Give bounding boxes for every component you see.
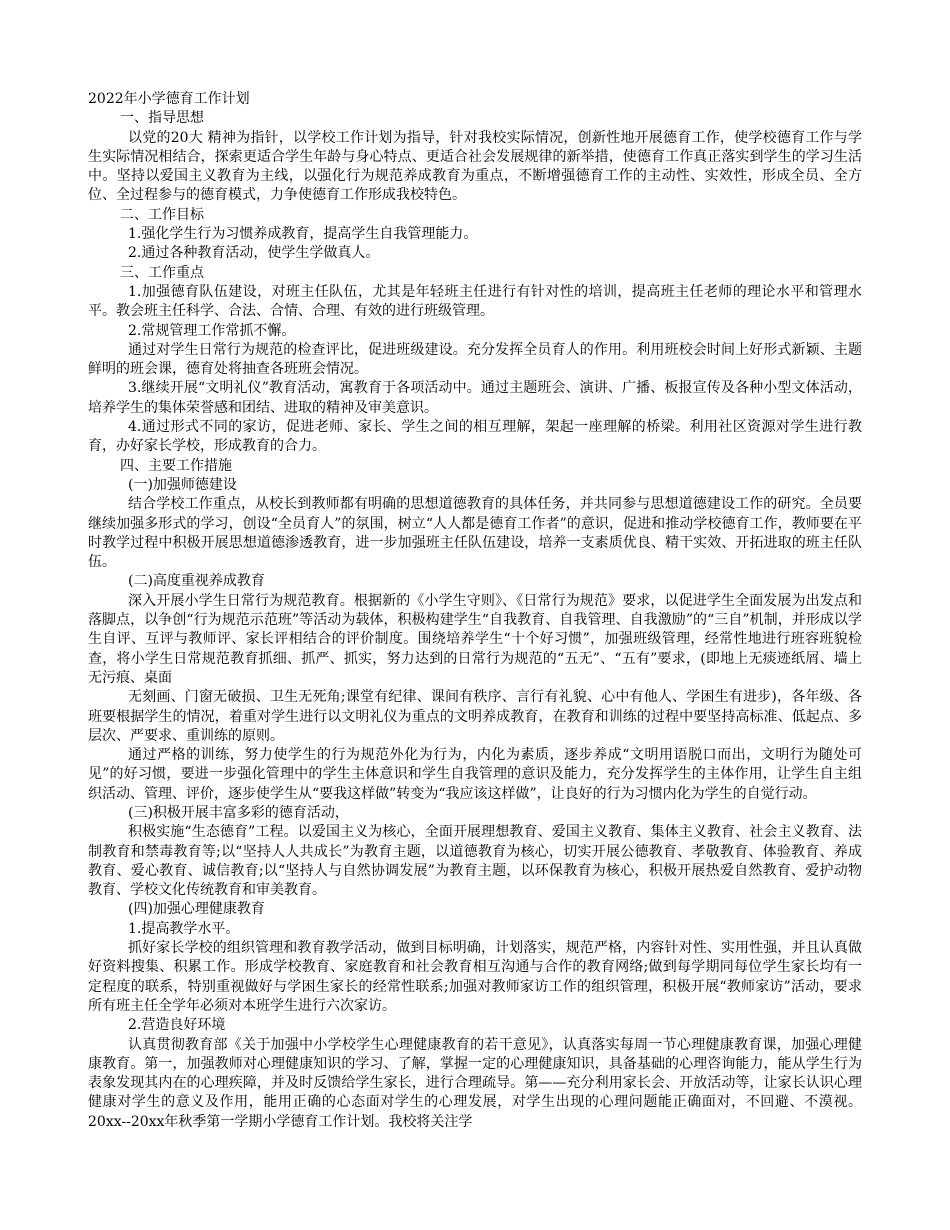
document-body: [88, 109, 862, 1132]
body-paragraph: 2.常规管理工作常抓不懈。: [128, 322, 296, 339]
document-title: 2022年小学德育工作计划: [88, 91, 250, 107]
section-heading: (三)积极开展丰富多彩的德育活动，: [128, 804, 349, 821]
body-paragraph: 3.继续开展“文明礼仪”教育活动，寓教育于各项活动中。通过主题班会、演讲、广播、板报宣传及各种小型文体活动，培养学生的集体荣誉感和团结、进取的精神及审美意识。: [88, 380, 862, 416]
body-paragraph: 4.通过形式不同的家访，促进老师、家长、学生之间的相互理解，架起一座理解的桥梁。利用社区资源对学生进行教育，办好家长学校，形成教育的合力。: [88, 419, 862, 455]
section-heading: (四)加强心理健康教育: [128, 901, 265, 918]
body-paragraph: 结合学校工作重点，从校长到教师都有明确的思想道德教育的具体任务，并共同参与思想道德建设工作的研究。全员要继续加强多形式的学习，创设“全员育人”的氛围，树立“人人都是德育工作者”的意识，促进和推动学校德育工作，教师要在平时教学过程中积极开展思想道德渗透教育，进一步加强班主任队伍建设，培养一支素质优良、精干实效、开拓进取的班主任队伍。: [88, 496, 862, 571]
body-paragraph: 1.强化学生行为习惯养成教育，提高学生自我管理能力。: [128, 226, 478, 243]
section-heading: 一、指导思想: [120, 110, 204, 127]
body-paragraph: 积极实施“生态德育”工程。以爱国主义为核心，全面开展理想教育、爱国主义教育、集体主义教育、社会主义教育、法制教育和禁毒教育等;以“坚持人人共成长”为教育主题，以道德教育为核心，切实开展公德教育、孝敬教育、体验教育、养成教育、爱心教育、诚信教育;以“坚持人与自然协调发展”为教育主题，以环保教育为核心，积极开展热爱自然教育、爱护动物教育、学校文化传统教育和审美教育。: [88, 824, 862, 899]
section-heading: 三、工作重点: [120, 264, 204, 281]
body-paragraph: 通过对学生日常行为规范的检查评比，促进班级建设。充分发挥全员育人的作用。利用班校会时间上好形式新颖、主题鲜明的班会课，德育处将抽查各班班会情况。: [88, 341, 862, 378]
body-paragraph: 无刻画、门窗无破损、卫生无死角;课堂有纪律、课间有秩序、言行有礼貌、心中有他人、学困生有进步)，各年级、各班要根据学生的情况，着重对学生进行以文明礼仪为重点的文明养成教育，在教育和训练的过程中要坚持高标准、低起点、多层次、严要求、重训练的原则。: [88, 689, 862, 744]
section-heading: 四、主要工作措施: [120, 457, 232, 474]
section-heading: (一)加强师德建设: [128, 476, 237, 493]
body-paragraph: 抓好家长学校的组织管理和教育教学活动，做到目标明确，计划落实，规范严格，内容针对性、实用性强，并且认真做好资料搜集、积累工作。形成学校教育、家庭教育和社会教育相互沟通与合作的教育网络;做到每学期同每位学生家长均有一定程度的联系，特别重视做好与学困生家长的经常性联系;加强对教师家访工作的组织管理，积极开展“教师家访”活动，要求所有班主任全学年必须对本班学生进行六次家访。: [88, 940, 862, 1014]
body-paragraph: 深入开展小学生日常行为规范教育。根据新的《小学生守则》、《日常行为规范》要求，以促进学生全面发展为出发点和落脚点，以争创“行为规范示范班”等活动为载体，积极构建学生“自我教育、自我管理、自我激励”的“三自”机制，并形成以学生自评、互评与教师评、家长评相结合的评价制度。围绕培养学生“十个好习惯”，加强班级管理，经常性地进行班容班貌检查，将小学生日常规范教育抓细、抓严、抓实，努力达到的日常行为规范的“五无”、“五有”要求，(即地上无痰迹纸屑、墙上无污痕、桌面: [88, 592, 862, 686]
body-paragraph: 1.提高教学水平。: [128, 920, 240, 937]
body-paragraph: 2.通过各种教育活动，使学生学做真人。: [128, 245, 380, 262]
section-heading: (二)高度重视养成教育: [128, 573, 265, 590]
body-paragraph: 1.加强德育队伍建设，对班主任队伍，尤其是年轻班主任进行有针对性的培训，提高班主任老师的理论水平和管理水平。教会班主任科学、合法、合情、合理、有效的进行班级管理。: [88, 283, 862, 320]
section-heading: 二、工作目标: [120, 206, 204, 223]
body-paragraph: 以党的20大 精神为指针，以学校工作计划为指导，针对我校实际情况，创新性地开展德育工作，使学校德育工作与学生实际情况相结合，探索更适合学生年龄与身心特点、更适合社会发展规律的新举措，使德育工作真正落实到学生的学习生活中。坚持以爱国主义教育为主线，以强化行为规范养成教育为重点，不断增强德育工作的主动性、实效性，形成全员、全方位、全过程参与的德育模式，力争使德育工作形成我校特色。: [88, 129, 862, 204]
body-paragraph: 通过严格的训练，努力使学生的行为规范外化为行为，内化为素质，逐步养成“文明用语脱口而出，文明行为随处可见”的好习惯，要进一步强化管理中的学生主体意识和学生自我管理的意识及能力，充分发挥学生的主体作用，让学生自主组织活动、管理、评价，逐步使学生从“要我这样做”转变为“我应该这样做”，让良好的行为习惯内化为学生的自觉行动。: [88, 747, 862, 802]
body-paragraph: 认真贯彻教育部《关于加强中小学校学生心理健康教育的若干意见》，认真落实每周一节心理健康教育课，加强心理健康教育。第一，加强教师对心理健康知识的学习、了解，掌握一定的心理健康知识，具备基础的心理咨询能力，能从学生行为表象发现其内在的心理疾障，并及时反馈给学生家长，进行合理疏导。第——充分利用家长会、开放活动等，让家长认识心理健康对学生的意义及作用，能用正确的心态面对学生的心理发展，对学生出现的心理问题能正确面对，不回避、不漠视。20xx--20xx年秋季第一学期小学德育工作计划。我校将关注学: [88, 1036, 862, 1130]
body-paragraph: 2.营造良好环境: [128, 1017, 226, 1034]
